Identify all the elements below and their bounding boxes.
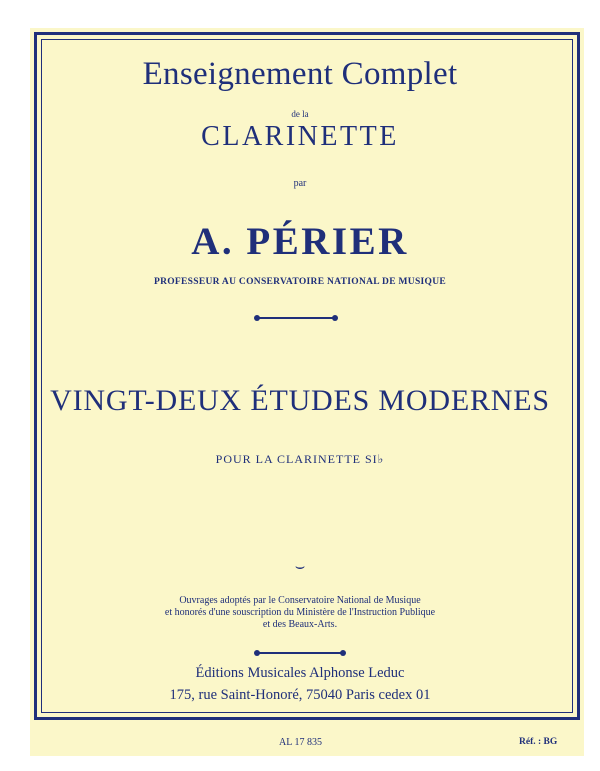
publisher-address: 175, rue Saint-Honoré, 75040 Paris cedex 01 <box>169 687 431 703</box>
adoption-note-line-1: Ouvrages adoptés par le Conservatoire National de Musique <box>179 595 421 606</box>
work-title: VINGT-DEUX ÉTUDES MODERNES <box>50 384 550 417</box>
by-label: par <box>293 178 307 189</box>
author-name: A. PÉRIER <box>191 220 409 263</box>
series-title-connector: de la <box>291 109 309 119</box>
publisher-name: Éditions Musicales Alphonse Leduc <box>195 665 405 681</box>
ornament-icon: ⌣ <box>294 558 306 575</box>
decorative-rule-bottom <box>256 652 344 654</box>
author-title: PROFESSEUR AU CONSERVATOIRE NATIONAL DE MUSIQUE <box>153 277 447 287</box>
series-title: Enseignement Complet <box>142 56 458 92</box>
catalog-number: AL 17 835 <box>279 737 322 748</box>
instrument-subtitle: POUR LA CLARINETTE SI♭ <box>215 452 385 466</box>
decorative-rule-top <box>256 317 336 319</box>
adoption-note-line-2: et honorés d'une souscription du Ministère de l'Instruction Publique <box>164 607 436 618</box>
reference-code: Réf. : BG <box>519 737 558 747</box>
adoption-note-line-3: et des Beaux-Arts. <box>262 619 338 630</box>
instrument-title: CLARINETTE <box>201 121 399 152</box>
